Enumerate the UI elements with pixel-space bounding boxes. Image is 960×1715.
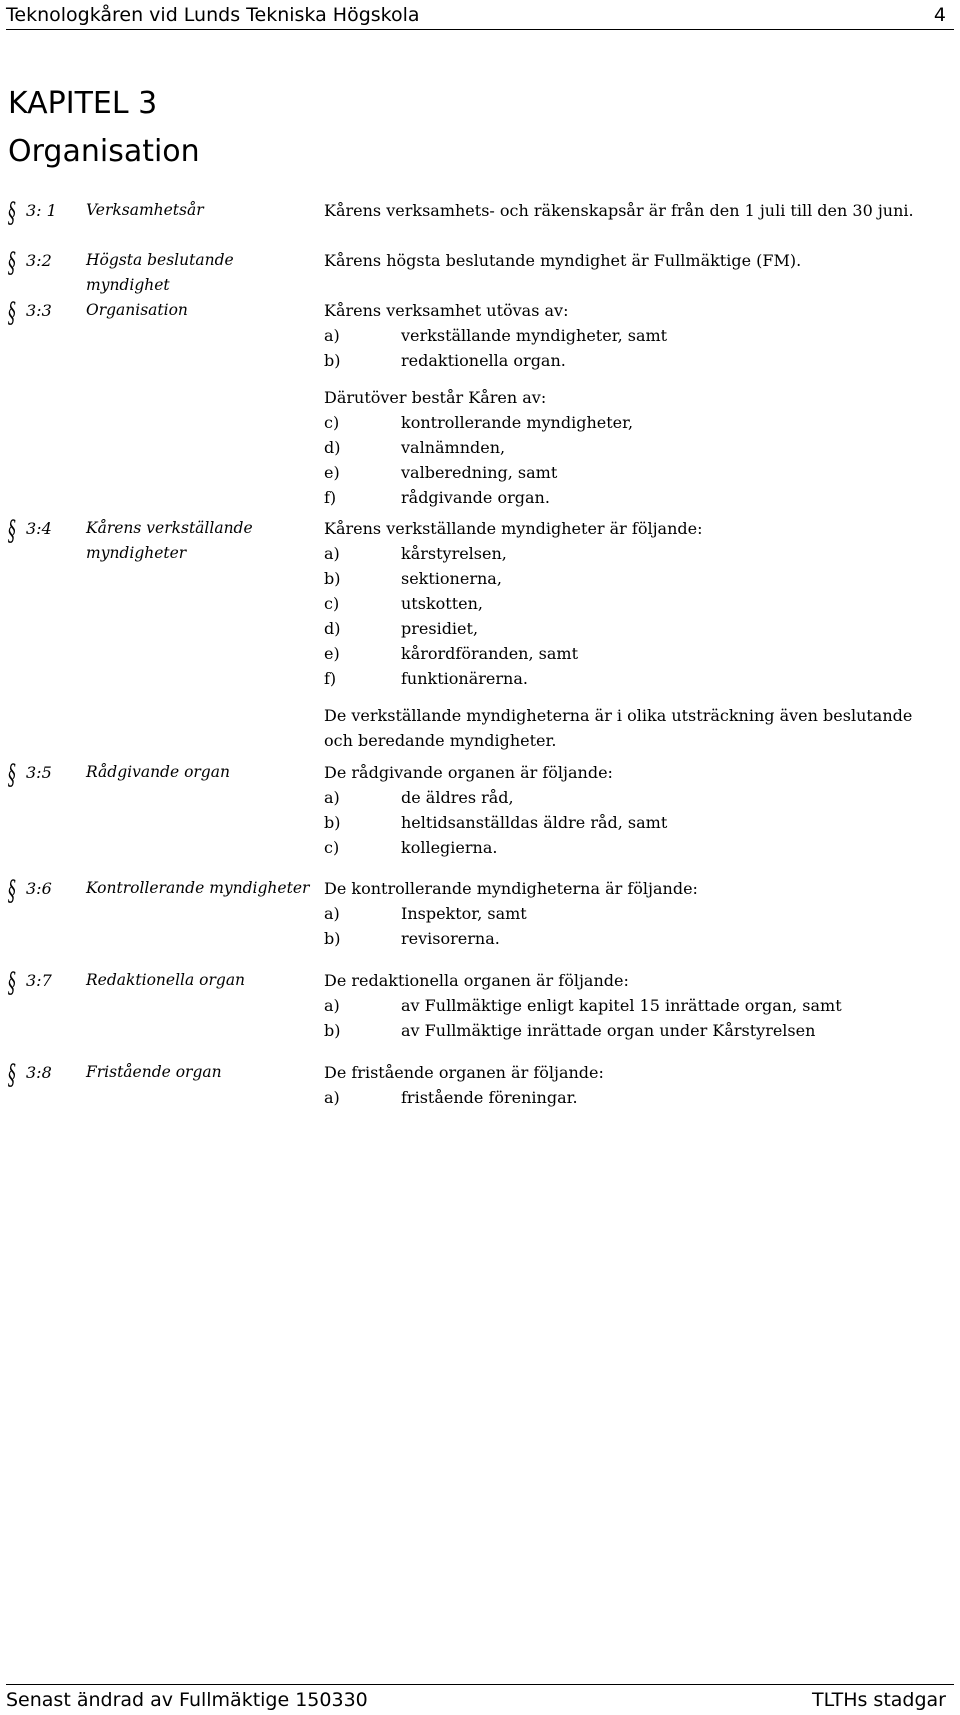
section-body bbox=[324, 516, 944, 753]
list-marker: f) bbox=[324, 488, 337, 507]
section-list bbox=[324, 993, 944, 1043]
list-marker: e) bbox=[324, 463, 340, 482]
section-number: 3:8 bbox=[26, 1063, 52, 1082]
section-title-line-2: myndigheter bbox=[86, 544, 187, 562]
section-intro: De redaktionella organen är följande: bbox=[324, 971, 629, 990]
list-item-text: kollegierna. bbox=[401, 838, 498, 857]
list-item-text: fristående föreningar. bbox=[401, 1088, 578, 1107]
list-item-text: valberedning, samt bbox=[401, 463, 558, 482]
list-item bbox=[324, 348, 944, 373]
list-item-text: heltidsanställdas äldre råd, samt bbox=[401, 813, 668, 832]
list-marker: b) bbox=[324, 1021, 341, 1040]
section-closing-line-1: De verkställande myndigheterna är i olika utsträckning även beslutande bbox=[324, 706, 913, 725]
list-marker: a) bbox=[324, 544, 340, 563]
section-list bbox=[324, 785, 944, 860]
section-number: 3:5 bbox=[26, 763, 52, 782]
list-item-text: Inspektor, samt bbox=[401, 904, 527, 923]
list-item bbox=[324, 785, 944, 810]
chapter-label: KAPITEL 3 bbox=[8, 86, 158, 121]
section-list bbox=[324, 541, 944, 691]
list-item bbox=[324, 591, 944, 616]
section-body bbox=[324, 1060, 944, 1110]
section-title-line-1: Kårens verkställande bbox=[86, 519, 253, 537]
list-marker: c) bbox=[324, 413, 340, 432]
section-title: Kontrollerande myndigheter bbox=[86, 879, 310, 897]
section-sign-icon: § bbox=[8, 874, 16, 907]
section-body bbox=[324, 248, 944, 273]
list-item-text: de äldres råd, bbox=[401, 788, 514, 807]
list-marker: a) bbox=[324, 326, 340, 345]
section-title: Högsta beslutande myndighet bbox=[86, 251, 234, 294]
section-intro: De rådgivande organen är följande: bbox=[324, 763, 613, 782]
page-header bbox=[6, 2, 954, 30]
page-footer bbox=[6, 1684, 954, 1713]
section-intro-2: Därutöver består Kåren av: bbox=[324, 388, 547, 407]
section-number: 3:7 bbox=[26, 971, 52, 990]
list-item bbox=[324, 901, 944, 926]
list-marker: a) bbox=[324, 996, 340, 1015]
list-marker: a) bbox=[324, 1088, 340, 1107]
list-item bbox=[324, 323, 944, 348]
section-title: Rådgivande organ bbox=[86, 763, 230, 781]
list-item-text: redaktionella organ. bbox=[401, 351, 566, 370]
list-item-text: funktionärerna. bbox=[401, 669, 528, 688]
list-item-text: verkställande myndigheter, samt bbox=[401, 326, 668, 345]
list-item bbox=[324, 460, 944, 485]
list-marker: a) bbox=[324, 788, 340, 807]
section-intro: De kontrollerande myndigheterna är följande: bbox=[324, 879, 698, 898]
list-item-text: kårordföranden, samt bbox=[401, 644, 578, 663]
section-number: 3:3 bbox=[26, 301, 52, 320]
section-list-2 bbox=[324, 410, 944, 510]
list-marker: d) bbox=[324, 438, 341, 457]
section-sign-icon: § bbox=[8, 514, 16, 547]
list-item bbox=[324, 666, 944, 691]
section-body bbox=[324, 968, 944, 1043]
footer-document-name: TLTHs stadgar bbox=[812, 1689, 946, 1711]
section-closing-line-2: och beredande myndigheter. bbox=[324, 731, 557, 750]
list-item-text: utskotten, bbox=[401, 594, 483, 613]
list-item bbox=[324, 810, 944, 835]
list-item bbox=[324, 410, 944, 435]
section-list bbox=[324, 1085, 944, 1110]
section-title: Fristående organ bbox=[86, 1063, 222, 1081]
section-title bbox=[86, 516, 316, 566]
list-item bbox=[324, 566, 944, 591]
section-number: 3:4 bbox=[26, 519, 52, 538]
header-title: Teknologkåren vid Lunds Tekniska Högskola bbox=[6, 4, 420, 26]
list-item-text: sektionerna, bbox=[401, 569, 502, 588]
list-marker: b) bbox=[324, 351, 341, 370]
list-marker: c) bbox=[324, 594, 340, 613]
list-item bbox=[324, 541, 944, 566]
page-number: 4 bbox=[933, 4, 946, 26]
section-text: Kårens högsta beslutande myndighet är Fullmäktige (FM). bbox=[324, 251, 802, 270]
section-title: Redaktionella organ bbox=[86, 971, 246, 989]
section-sign-icon: § bbox=[8, 758, 16, 791]
list-item-text: av Fullmäktige inrättade organ under Kårstyrelsen bbox=[401, 1021, 816, 1040]
list-item bbox=[324, 435, 944, 460]
list-item-text: kårstyrelsen, bbox=[401, 544, 507, 563]
section-number: 3:6 bbox=[26, 879, 52, 898]
chapter-heading bbox=[8, 80, 200, 176]
list-item-text: av Fullmäktige enligt kapitel 15 inrättade organ, samt bbox=[401, 996, 842, 1015]
list-marker: b) bbox=[324, 929, 341, 948]
section-list bbox=[324, 323, 944, 373]
section-sign-icon: § bbox=[8, 196, 16, 229]
list-item bbox=[324, 616, 944, 641]
list-item bbox=[324, 1085, 944, 1110]
section-sign-icon: § bbox=[8, 1058, 16, 1091]
list-item-text: presidiet, bbox=[401, 619, 479, 638]
section-sign-icon: § bbox=[8, 966, 16, 999]
section-title: Verksamhetsår bbox=[86, 201, 204, 219]
list-item-text: kontrollerande myndigheter, bbox=[401, 413, 634, 432]
section-intro: De fristående organen är följande: bbox=[324, 1063, 604, 1082]
section-closing bbox=[324, 703, 944, 753]
list-marker: d) bbox=[324, 619, 341, 638]
section-body bbox=[324, 298, 944, 510]
section-title: Organisation bbox=[86, 301, 188, 319]
list-item bbox=[324, 926, 944, 951]
section-intro: Kårens verkställande myndigheter är följande: bbox=[324, 519, 703, 538]
list-marker: b) bbox=[324, 813, 341, 832]
section-sign-icon: § bbox=[8, 246, 16, 279]
list-item bbox=[324, 485, 944, 510]
list-marker: a) bbox=[324, 904, 340, 923]
list-marker: b) bbox=[324, 569, 341, 588]
section-body bbox=[324, 876, 944, 951]
section-number: 3: 1 bbox=[26, 201, 57, 220]
section-intro: Kårens verksamhet utövas av: bbox=[324, 301, 569, 320]
chapter-title: Organisation bbox=[8, 134, 200, 169]
list-item-text: revisorerna. bbox=[401, 929, 500, 948]
list-marker: c) bbox=[324, 838, 340, 857]
list-item bbox=[324, 641, 944, 666]
section-body bbox=[324, 198, 944, 223]
list-item bbox=[324, 993, 944, 1018]
list-marker: f) bbox=[324, 669, 337, 688]
section-sign-icon: § bbox=[8, 296, 16, 329]
list-item-text: rådgivande organ. bbox=[401, 488, 550, 507]
list-item bbox=[324, 1018, 944, 1043]
list-item bbox=[324, 835, 944, 860]
footer-last-changed: Senast ändrad av Fullmäktige 150330 bbox=[6, 1689, 368, 1711]
section-body bbox=[324, 760, 944, 860]
section-number: 3:2 bbox=[26, 251, 52, 270]
list-marker: e) bbox=[324, 644, 340, 663]
list-item-text: valnämnden, bbox=[401, 438, 506, 457]
section-text: Kårens verksamhets- och räkenskapsår är från den 1 juli till den 30 juni. bbox=[324, 201, 914, 220]
section-list bbox=[324, 901, 944, 951]
